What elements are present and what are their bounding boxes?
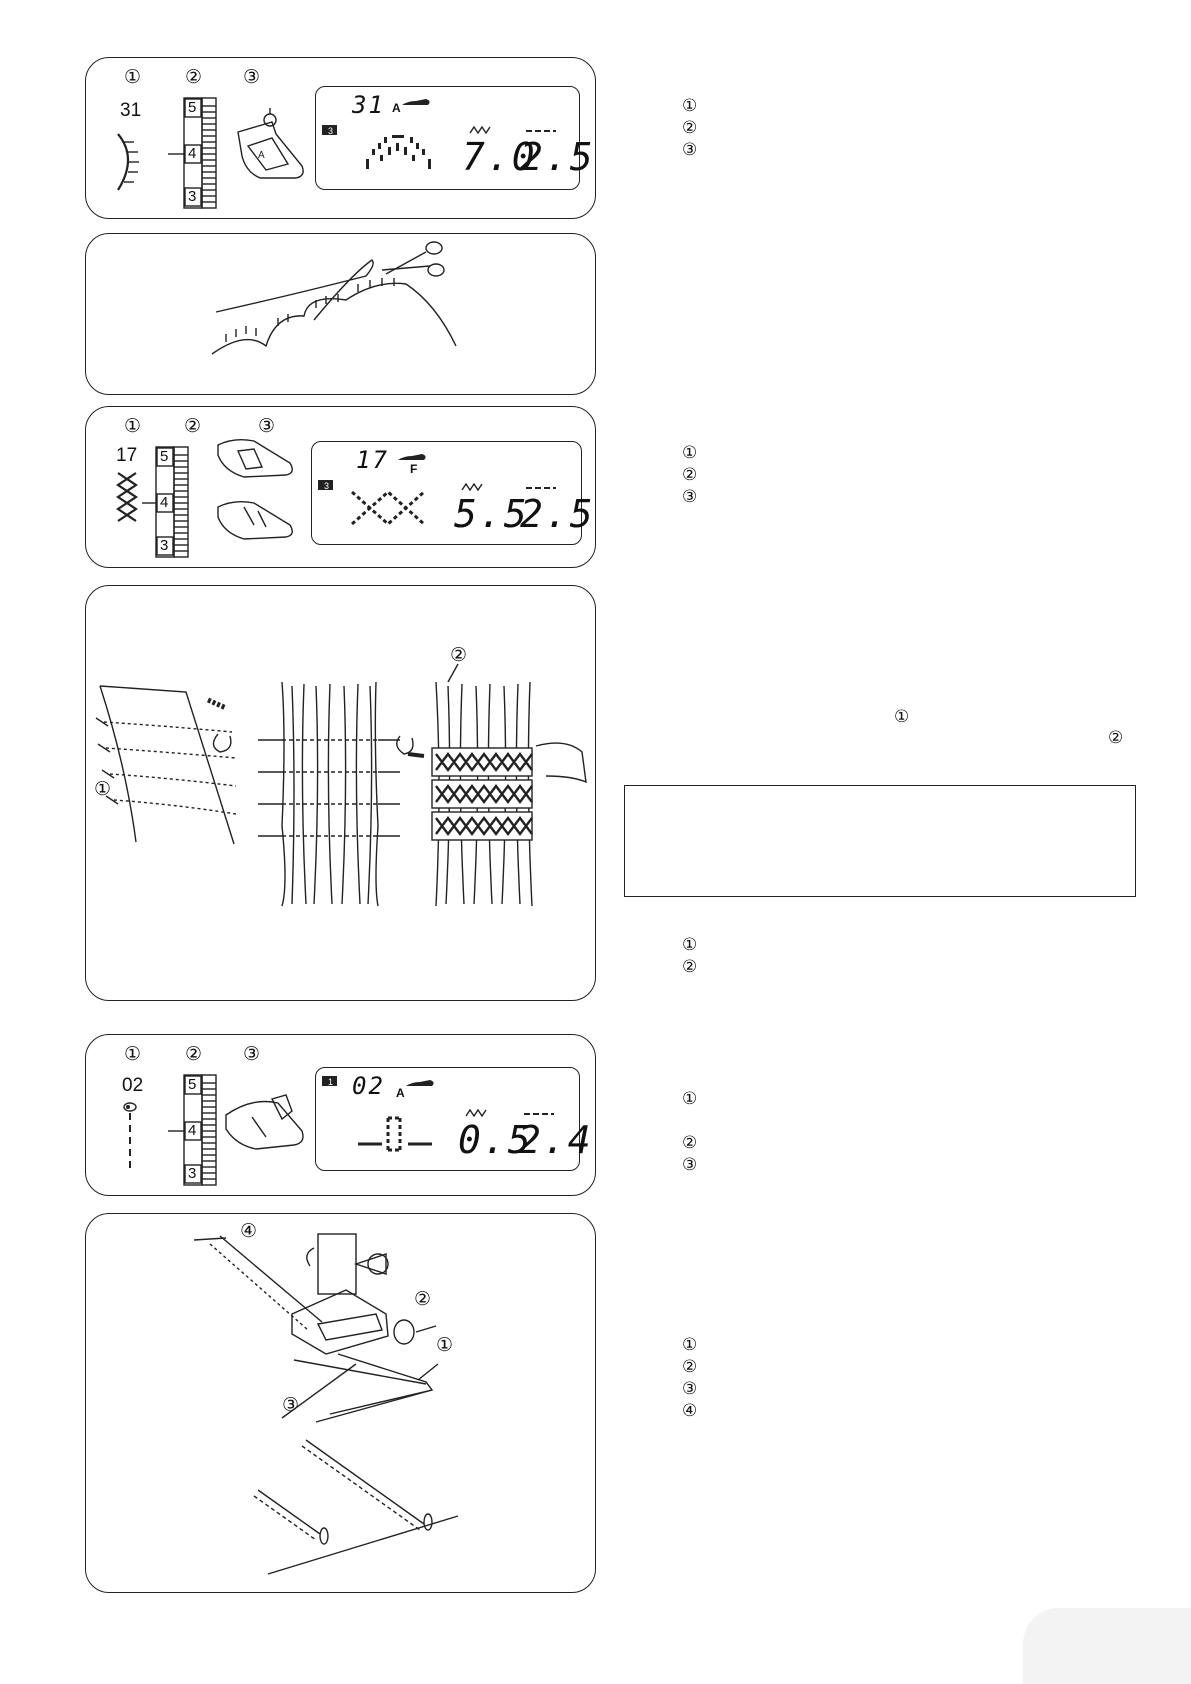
- svg-text:3: 3: [328, 126, 334, 136]
- pattern-number: 02: [122, 1075, 144, 1096]
- list-item: ②: [682, 118, 698, 138]
- scallop-fabric-illustration: [86, 234, 597, 396]
- svg-text:1: 1: [328, 1077, 334, 1087]
- list-item: ①: [682, 1335, 698, 1355]
- marker-1: ①: [124, 66, 142, 88]
- width-icon: [470, 125, 494, 135]
- scallop-stitch-icon: [116, 128, 146, 198]
- label-2: ②: [414, 1288, 432, 1310]
- marker-2: ②: [185, 1043, 203, 1065]
- lcd-display: [311, 441, 595, 545]
- lcd-foot-letter: F: [410, 462, 418, 476]
- blind-hem-foot-icon: [222, 1091, 308, 1157]
- lcd-length: 2.5: [520, 492, 595, 536]
- svg-text:3: 3: [324, 481, 330, 491]
- panel-pintuck-settings: [85, 1034, 596, 1196]
- presser-foot-alt-icon: [214, 497, 298, 555]
- straight-stitch-icon: [122, 1101, 138, 1171]
- note-box: [624, 785, 1136, 897]
- width-icon: [462, 482, 486, 492]
- tension-dial: [184, 98, 224, 208]
- pattern-number: 17: [116, 445, 138, 466]
- label-4: ④: [240, 1220, 258, 1242]
- list-scallop-markers: [682, 95, 697, 161]
- lcd-pattern-number: 17: [356, 446, 389, 474]
- label-3: ③: [282, 1394, 300, 1416]
- list-item: ①: [682, 1089, 698, 1109]
- panel-smocking-illustration: [85, 585, 596, 1001]
- svg-text:A: A: [258, 150, 265, 161]
- lcd-width: 5.5: [454, 492, 529, 536]
- list-item: ①: [682, 96, 698, 116]
- panel-smocking-settings: [85, 406, 596, 568]
- smocking-steps-illustration: [86, 586, 597, 1002]
- list-item: ④: [682, 1401, 698, 1421]
- list-item: ①: [682, 443, 698, 463]
- lcd-length: 2.4: [518, 1118, 593, 1162]
- pattern-number: 31: [120, 100, 142, 121]
- dial-4: 4: [160, 494, 169, 511]
- dial-4: 4: [188, 145, 197, 162]
- dial-5: 5: [188, 99, 197, 116]
- panel-scallop-trimming: [85, 233, 596, 395]
- pintuck-illustration: [86, 1214, 597, 1594]
- foot-icon: [406, 1076, 436, 1090]
- smocking-stitch-icon: [114, 471, 142, 525]
- dial-3: 3: [160, 537, 169, 554]
- lcd-width: 7.0: [462, 135, 537, 179]
- list-pintuck-labels: [682, 1334, 697, 1422]
- lcd-foot-letter: A: [396, 1086, 405, 1100]
- list-smocking-markers: [682, 442, 697, 508]
- dial-3: 3: [188, 1165, 197, 1182]
- list-item: ③: [682, 1379, 698, 1399]
- lcd-display: [315, 1067, 593, 1171]
- list-item: ②: [682, 1133, 698, 1153]
- smocking-pattern-icon: [350, 488, 430, 528]
- list-item: ①: [682, 935, 698, 955]
- list-item: ③: [682, 1155, 698, 1175]
- marker-3: ③: [243, 66, 261, 88]
- dial-5: 5: [188, 1076, 197, 1093]
- dial-3: 3: [188, 188, 197, 205]
- label-2: ②: [450, 644, 468, 666]
- panel-pintuck-illustration: [85, 1213, 596, 1593]
- lcd-display: [315, 86, 595, 190]
- panel-scallop-settings: [85, 57, 596, 219]
- page-corner-tab: [1023, 1608, 1191, 1684]
- marker-1: ①: [124, 415, 142, 437]
- label-1: ①: [94, 778, 112, 800]
- width-icon: [466, 1108, 490, 1118]
- inline-marker-1: ①: [894, 707, 910, 727]
- presser-foot-a-icon: [226, 106, 306, 196]
- lcd-pattern-number: 31: [352, 91, 385, 119]
- list-item: ③: [682, 140, 698, 160]
- lcd-width: 0.5: [458, 1118, 533, 1162]
- lcd-foot-letter: A: [392, 101, 401, 115]
- list-item: ③: [682, 487, 698, 507]
- marker-2: ②: [184, 415, 202, 437]
- lcd-length: 2.5: [520, 135, 595, 179]
- marker-3: ③: [243, 1043, 261, 1065]
- mode-1-icon: [322, 1074, 338, 1086]
- inline-marker-2: ②: [1108, 728, 1124, 748]
- mode-3-icon: [322, 123, 338, 135]
- lcd-pattern-number: 02: [352, 1072, 385, 1100]
- tension-dial: [184, 1075, 224, 1185]
- tension-dial: [156, 447, 196, 557]
- presser-foot-f-icon: [214, 435, 298, 493]
- marker-1: ①: [124, 1043, 142, 1065]
- mode-3-icon: [318, 478, 334, 490]
- list-item: ②: [682, 957, 698, 977]
- list-item: ②: [682, 1357, 698, 1377]
- dial-4: 4: [188, 1122, 197, 1139]
- foot-icon: [402, 95, 432, 109]
- list-pintuck-markers: [682, 1088, 697, 1176]
- marker-3: ③: [258, 415, 276, 437]
- scallop-pattern-icon: [366, 133, 432, 173]
- label-1: ①: [436, 1334, 454, 1356]
- dial-5: 5: [160, 448, 169, 465]
- marker-2: ②: [185, 66, 203, 88]
- list-item: ②: [682, 465, 698, 485]
- straight-pattern-icon: [358, 1114, 438, 1154]
- list-smocking-labels: [682, 934, 697, 978]
